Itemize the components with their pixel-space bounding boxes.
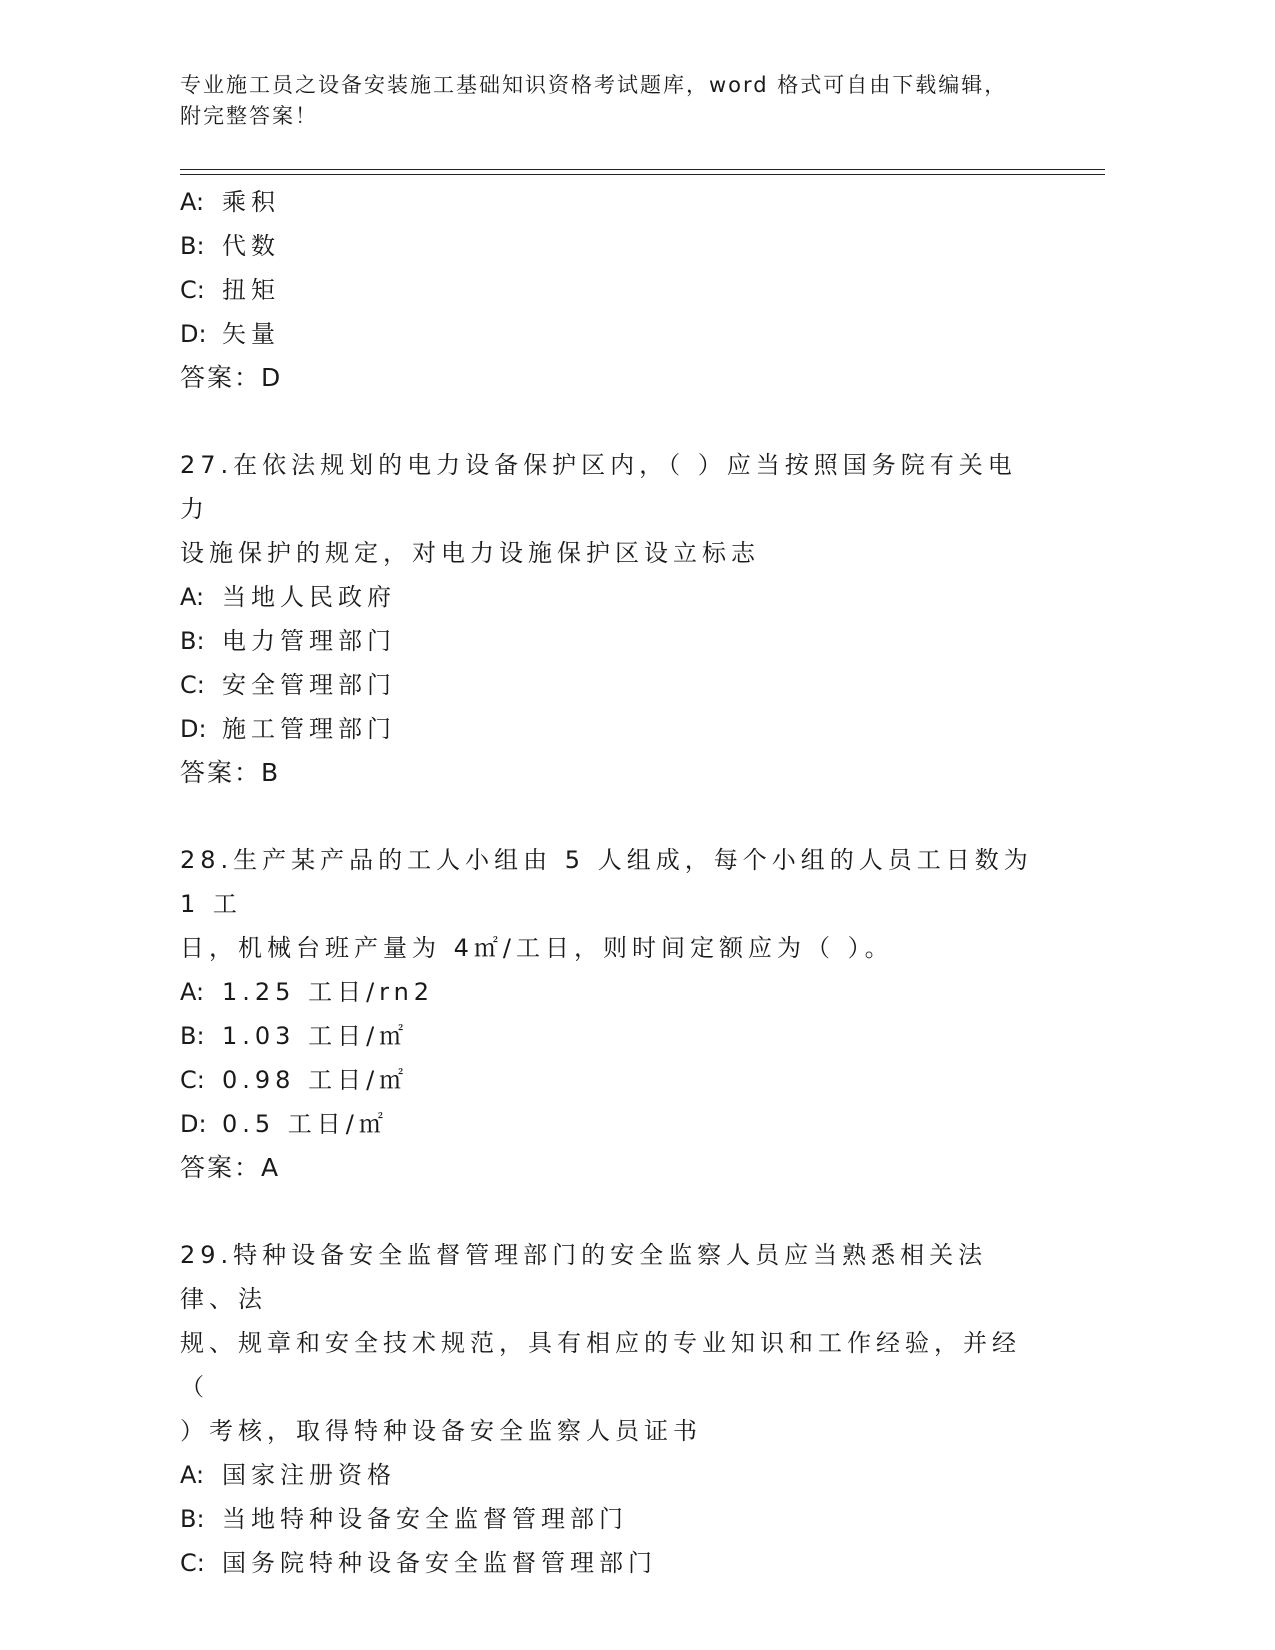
option-text: 1.25 工日/rn2: [222, 978, 435, 1006]
header-divider-bottom: [180, 174, 1105, 175]
option-text: 扭矩: [222, 276, 280, 304]
option-prefix: A:: [180, 583, 205, 611]
question-28: [180, 838, 1040, 1190]
option-b: [180, 1497, 1040, 1541]
question-26-continued: [180, 180, 1040, 400]
option-prefix: B:: [180, 1505, 205, 1533]
option-prefix: C:: [180, 671, 205, 699]
option-text: 国务院特种设备安全监督管理部门: [222, 1549, 657, 1577]
question-stem-line: 27.在依法规划的电力设备保护区内，（ ）应当按照国务院有关电力: [180, 451, 1017, 523]
option-prefix: B:: [180, 1022, 205, 1050]
option-text: 0.5 工日/㎡: [222, 1110, 388, 1138]
document-header: [180, 70, 1100, 132]
option-prefix: D:: [180, 320, 207, 348]
option-text: 施工管理部门: [222, 715, 396, 743]
option-b: [180, 1014, 1040, 1058]
option-a: [180, 575, 1040, 619]
option-d: [180, 1102, 1040, 1146]
header-title-line-2: 附完整答案！: [180, 104, 318, 128]
option-prefix: C:: [180, 276, 205, 304]
option-prefix: D:: [180, 715, 207, 743]
option-prefix: B:: [180, 232, 205, 260]
question-stem-line: ）考核，取得特种设备安全监察人员证书: [180, 1417, 702, 1445]
option-text: 矢量: [222, 320, 280, 348]
option-b: [180, 619, 1040, 663]
option-prefix: A:: [180, 188, 205, 216]
header-divider-top: [180, 169, 1105, 170]
option-text: 电力管理部门: [222, 627, 396, 655]
option-text: 国家注册资格: [222, 1461, 396, 1489]
answer-line: 答案：B: [180, 758, 281, 787]
option-a: [180, 180, 1040, 224]
header-title-line-1: 专业施工员之设备安装施工基础知识资格考试题库，word 格式可自由下载编辑，: [180, 73, 1008, 97]
option-prefix: C:: [180, 1549, 205, 1577]
answer-line: 答案：D: [180, 363, 283, 392]
option-text: 0.98 工日/㎡: [222, 1066, 409, 1094]
option-b: [180, 224, 1040, 268]
option-text: 安全管理部门: [222, 671, 396, 699]
question-stem-line: 规、规章和安全技术规范，具有相应的专业知识和工作经验，并经（: [180, 1329, 1021, 1401]
option-text: 当地人民政府: [222, 583, 396, 611]
option-text: 1.03 工日/㎡: [222, 1022, 409, 1050]
question-27: [180, 443, 1040, 795]
option-text: 乘积: [222, 188, 280, 216]
option-d: [180, 312, 1040, 356]
question-stem-line: 设施保护的规定，对电力设施保护区设立标志: [180, 539, 760, 567]
option-c: [180, 1058, 1040, 1102]
question-stem-line: 28.生产某产品的工人小组由 5 人组成，每个小组的人员工日数为 1 工: [180, 846, 1033, 918]
option-a: [180, 1453, 1040, 1497]
option-c: [180, 663, 1040, 707]
option-prefix: A:: [180, 978, 205, 1006]
question-stem-line: 29.特种设备安全监督管理部门的安全监察人员应当熟悉相关法律、法: [180, 1241, 988, 1313]
question-stem-line: 日，机械台班产量为 4㎡/工日，则时间定额应为（ ）。: [180, 934, 894, 962]
option-d: [180, 707, 1040, 751]
option-c: [180, 268, 1040, 312]
option-prefix: D:: [180, 1110, 207, 1138]
option-text: 代数: [222, 232, 280, 260]
answer-line: 答案：A: [180, 1153, 281, 1182]
option-c: [180, 1541, 1040, 1585]
option-a: [180, 970, 1040, 1014]
question-list: [180, 180, 1040, 1585]
option-prefix: C:: [180, 1066, 205, 1094]
option-prefix: B:: [180, 627, 205, 655]
option-prefix: A:: [180, 1461, 205, 1489]
option-text: 当地特种设备安全监督管理部门: [222, 1505, 628, 1533]
question-29: [180, 1233, 1040, 1585]
